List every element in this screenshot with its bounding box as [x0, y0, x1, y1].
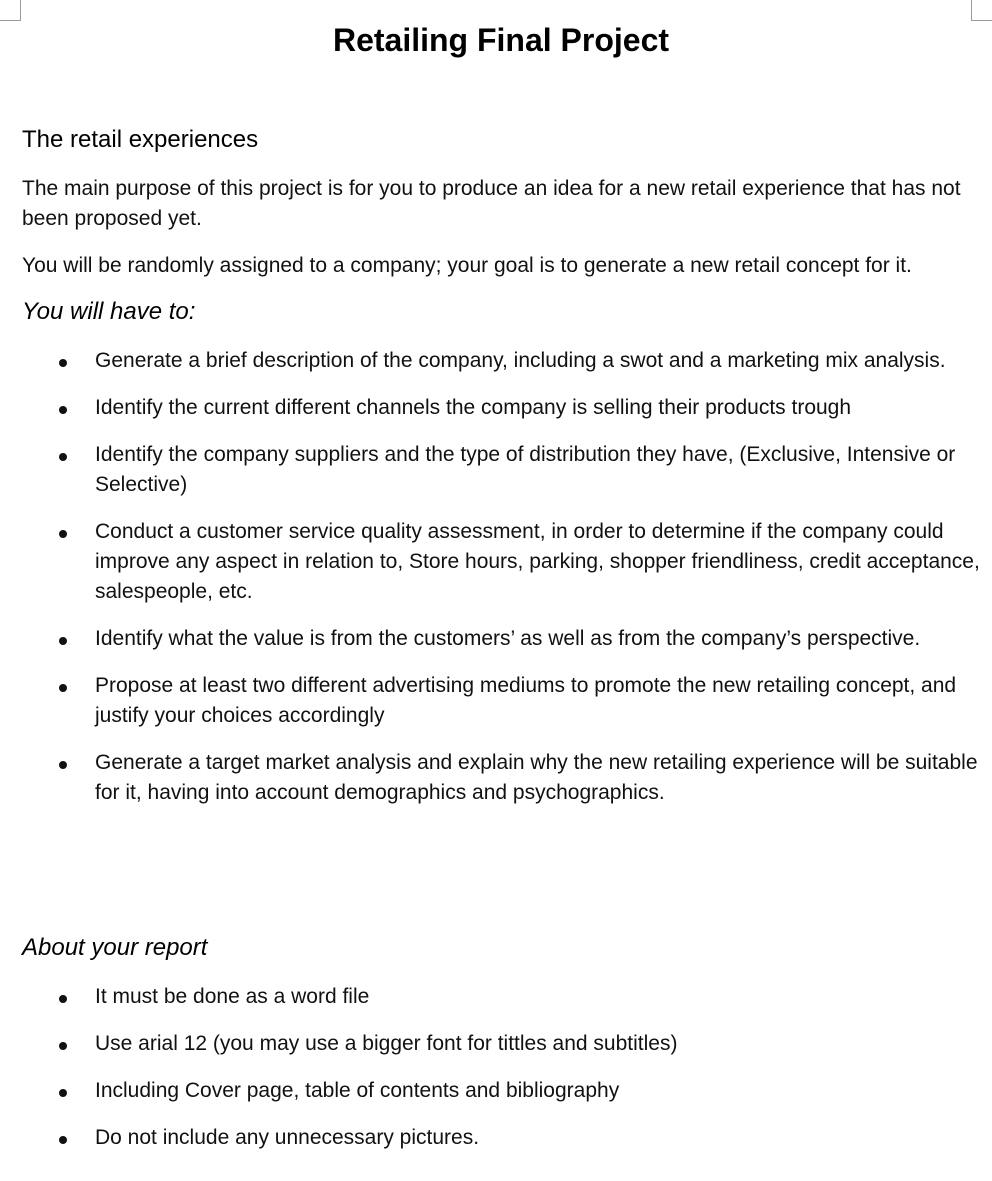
list-item-text: Use arial 12 (you may use a bigger font for tittles and subtitles) — [95, 1032, 678, 1055]
tasks-list — [22, 346, 980, 825]
list-item — [22, 517, 985, 607]
list-item-text: It must be done as a word file — [95, 985, 370, 1008]
list-item — [22, 982, 980, 1012]
bullet-icon — [59, 761, 67, 769]
list-item — [22, 1029, 980, 1059]
document-title: Retailing Final Project — [332, 22, 670, 58]
intro-paragraph: The main purpose of this project is for you to produce an idea for a new retail experience that has not been proposed yet. — [22, 177, 961, 230]
tasks-heading: You will have to: — [22, 298, 196, 325]
list-item-text: Including Cover page, table of contents and bibliography — [95, 1079, 620, 1102]
list-item — [22, 1076, 980, 1106]
bullet-icon — [59, 1042, 67, 1050]
list-item — [22, 671, 980, 731]
report-requirements-list — [22, 982, 980, 1170]
list-item — [22, 1123, 980, 1153]
list-item-text: Identify the current different channels the company is selling their products trough — [95, 396, 852, 419]
bullet-icon — [59, 530, 67, 538]
list-item — [22, 346, 980, 376]
bullet-icon — [59, 406, 67, 414]
list-item-text: Identify the company suppliers and the type of distribution they have, (Exclusive, Intensive or Selective) — [95, 443, 956, 496]
list-item-text: Do not include any unnecessary pictures. — [95, 1126, 480, 1149]
bullet-icon — [59, 637, 67, 645]
section-heading: The retail experiences — [22, 126, 259, 153]
bullet-icon — [59, 684, 67, 692]
list-item — [22, 748, 980, 808]
bullet-icon — [59, 453, 67, 461]
list-item — [22, 393, 980, 423]
bullet-icon — [59, 1089, 67, 1097]
bullet-icon — [59, 1136, 67, 1144]
bullet-icon — [59, 995, 67, 1003]
report-heading: About your report — [22, 934, 208, 961]
intro-paragraph: You will be randomly assigned to a company; your goal is to generate a new retail concept for it. — [22, 254, 912, 277]
list-item — [22, 440, 980, 500]
list-item-text: Generate a brief description of the company, including a swot and a marketing mix analysis. — [95, 349, 946, 372]
page-corner-mark-right — [971, 0, 992, 21]
list-item — [22, 624, 980, 654]
list-item-text: Propose at least two different advertising mediums to promote the new retailing concept, and justify your choices accordingly — [95, 674, 957, 727]
page-corner-mark-left — [0, 0, 21, 21]
list-item-text: Generate a target market analysis and explain why the new retailing experience will be suitable for it, having into account demographics and psychographics. — [95, 751, 978, 804]
list-item-text: Conduct a customer service quality assessment, in order to determine if the company could improve any aspect in relation to, Store hours, parking, shopper friendliness, credit acceptance, salespeople, etc. — [95, 520, 980, 603]
list-item-text: Identify what the value is from the customers’ as well as from the company’s perspective. — [95, 627, 921, 650]
bullet-icon — [59, 359, 67, 367]
